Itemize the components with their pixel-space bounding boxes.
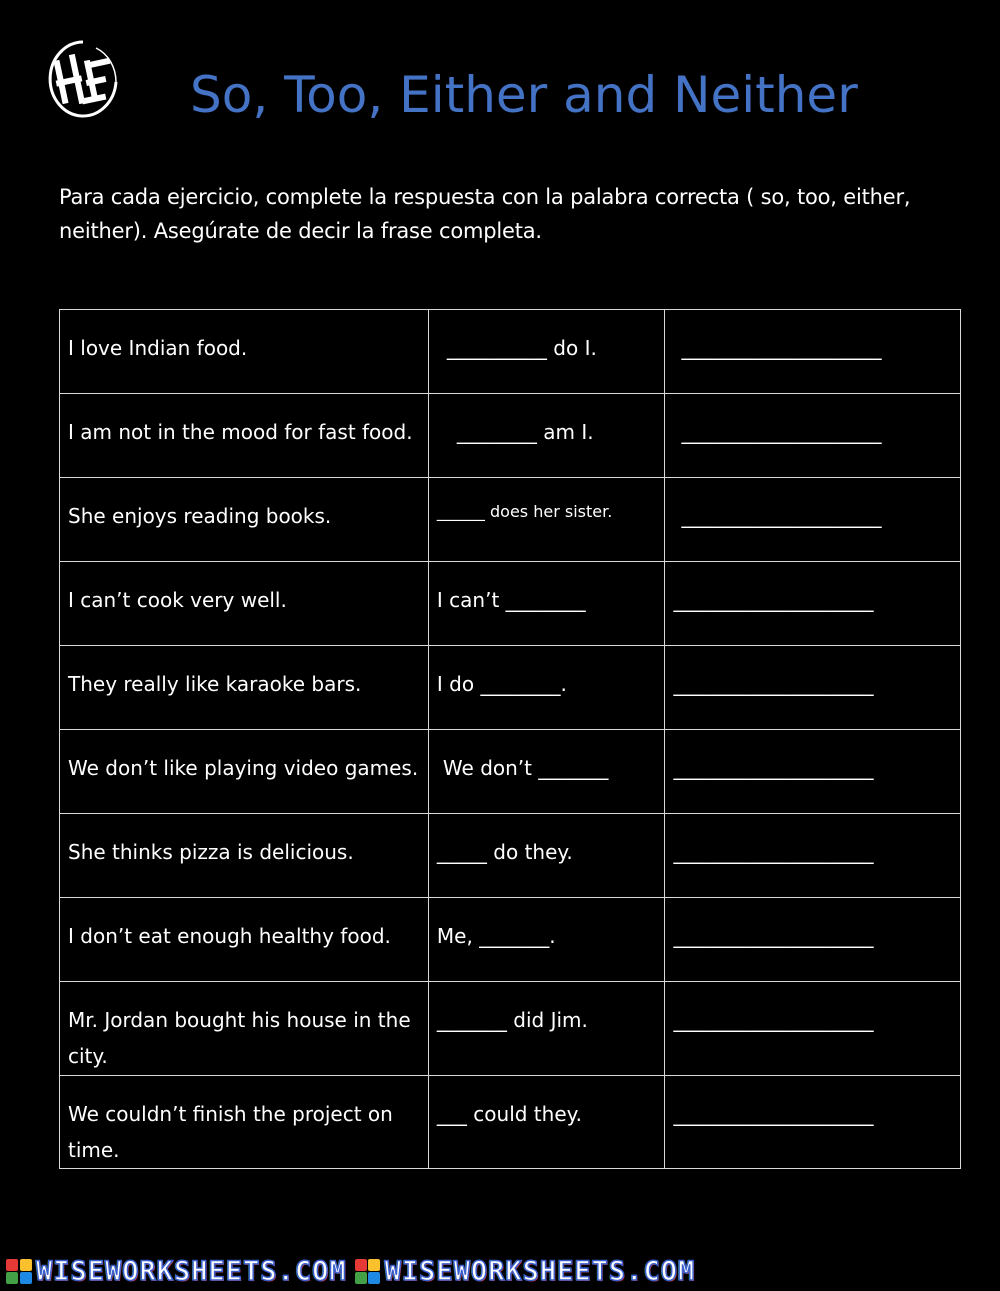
answer-blank[interactable]: ____________________ [665,562,961,646]
he-logo-icon [46,38,120,124]
statement-cell: They really like karaoke bars. [60,646,429,730]
answer-blank[interactable]: ____________________ [665,730,961,814]
response-cell: ________ am I. [428,394,665,478]
table-row [60,1076,961,1169]
watermark [6,1256,347,1287]
exercise-table [59,309,961,1169]
table-row [60,814,961,898]
statement-cell: She thinks pizza is delicious. [60,814,429,898]
answer-blank[interactable]: ____________________ [665,1076,961,1169]
answer-blank[interactable]: ____________________ [665,394,961,478]
table-row [60,310,961,394]
answer-blank[interactable]: ____________________ [665,982,961,1076]
answer-blank[interactable]: ____________________ [665,478,961,562]
statement-cell: She enjoys reading books. [60,478,429,562]
response-cell: I do ________. [428,646,665,730]
answer-blank[interactable]: ____________________ [665,898,961,982]
watermark-text: WISEWORKSHEETS.COM [384,1256,696,1287]
response-cell: ______ does her sister. [428,478,665,562]
watermark-footer [0,1252,1000,1291]
answer-blank[interactable]: ____________________ [665,814,961,898]
table-row [60,562,961,646]
statement-cell: Mr. Jordan bought his house in the city. [60,982,429,1076]
response-cell: ___ could they. [428,1076,665,1169]
watermark [355,1256,696,1287]
instructions-text: Para cada ejercicio, complete la respuesta con la palabra correcta ( so, too, either, neither). Asegúrate de decir la frase completa. [59,185,911,243]
response-cell: We don’t _______ [428,730,665,814]
table-row [60,982,961,1076]
response-cell: _____ do they. [428,814,665,898]
response-cell: Me, _______. [428,898,665,982]
statement-cell: I can’t cook very well. [60,562,429,646]
watermark-text: WISEWORKSHEETS.COM [36,1256,347,1287]
statement-cell: I am not in the mood for fast food. [60,394,429,478]
table-row [60,394,961,478]
response-cell: _______ did Jim. [428,982,665,1076]
table-row [60,478,961,562]
statement-cell: I love Indian food. [60,310,429,394]
table-row [60,730,961,814]
statement-cell: We couldn’t finish the project on time. [60,1076,429,1169]
page-title: So, Too, Either and Neither [190,66,858,124]
wise-worksheets-icon [6,1259,32,1285]
statement-cell: We don’t like playing video games. [60,730,429,814]
response-cell: I can’t ________ [428,562,665,646]
table-row [60,898,961,982]
statement-cell: I don’t eat enough healthy food. [60,898,429,982]
wise-worksheets-icon [355,1259,381,1285]
answer-blank[interactable]: ____________________ [665,646,961,730]
answer-blank[interactable]: ____________________ [665,310,961,394]
response-cell: __________ do I. [428,310,665,394]
table-row [60,646,961,730]
